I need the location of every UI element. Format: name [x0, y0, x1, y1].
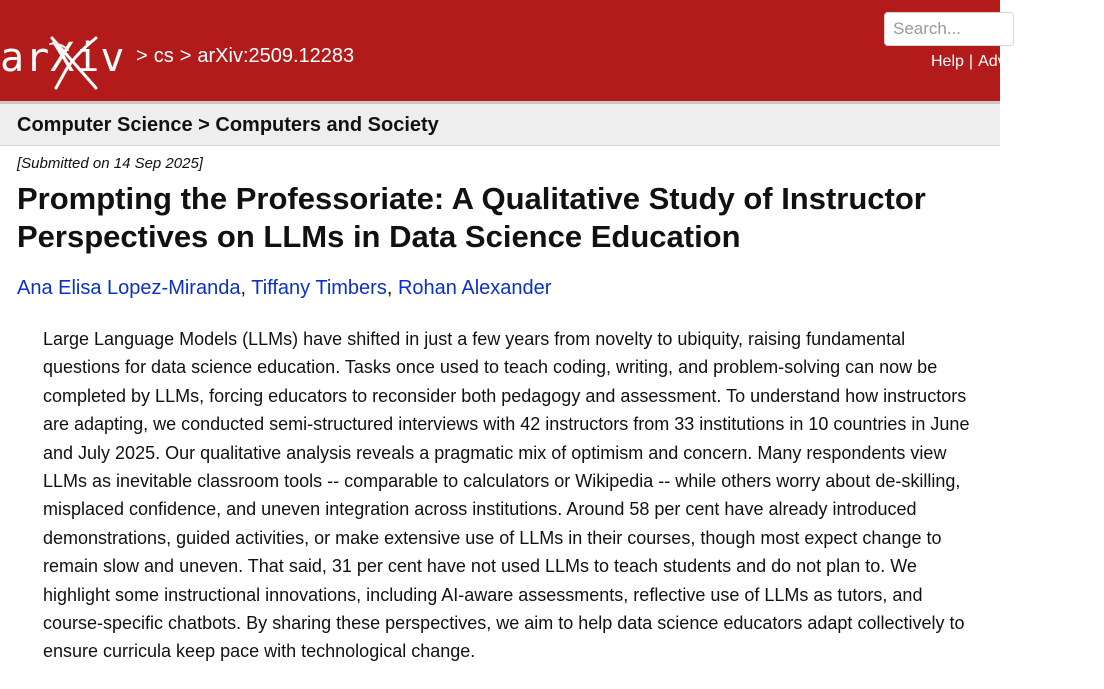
abstract: Large Language Models (LLMs) have shifted in just a few years from novelty to ubiquity, raising fundamental questions for data science education. Tasks once used to teach coding, writing, and problem-solving can now be completed by LLMs, forcing educators to reconsider both pedagogy and assessment. To understand how instructors are adapting, we conducted semi-structured interviews with 42 instructors from 33 institutions in 10 countries in June and July 2025. Our qualitative analysis reveals a pragmatic mix of optimism and concern. Many respondents view LLMs as inevitable classroom tools -- comparable to calculators or Wikipedia -- while others worry about de-skilling, misplaced confidence, and uneven integration across institutions. Around 58 per cent have already introduced demonstrations, guided activities, or make extensive use of LLMs in their courses, though most expect change to remain slow and uneven. That said, 31 per cent have not used LLMs to teach students and do not plan to. We highlight some instructional innovations, including AI-aware assessments, reflective use of LLMs as tutors, and course-specific chatbots. By sharing these perspectives, we aim to help data science educators adapt collectively to ensure curricula keep pace with technological change.	[43, 329, 970, 662]
category-breadcrumb: Computer Science > Computers and Society	[17, 114, 439, 136]
paper-title: Prompting the Professoriate: A Qualitative Study of Instructor Perspectives on LLMs in Data Science Education	[17, 181, 926, 254]
arxiv-logo[interactable]	[0, 26, 125, 82]
author-separator: ,	[240, 277, 247, 299]
author-link[interactable]: Rohan Alexander	[397, 277, 552, 299]
arxiv-logo-text: arXiv	[0, 35, 126, 81]
breadcrumb-separator: >	[136, 45, 148, 67]
help-links	[931, 52, 1104, 72]
breadcrumb	[130, 43, 354, 69]
arxiv-logo-x-mark	[46, 34, 102, 92]
category-bar	[0, 104, 1000, 146]
author-separator: ,	[386, 277, 393, 299]
search-input[interactable]	[884, 12, 1014, 46]
help-divider: |	[968, 53, 974, 70]
author-list	[17, 276, 551, 300]
advanced-search-link[interactable]: Advanced Search	[978, 53, 1104, 70]
breadcrumb-paper-id: arXiv:2509.12283	[197, 45, 355, 67]
author-link[interactable]: Ana Elisa Lopez-Miranda	[17, 277, 241, 299]
breadcrumb-separator: >	[179, 45, 192, 67]
help-link[interactable]: Help	[931, 53, 964, 70]
breadcrumb-cs-link[interactable]: cs	[153, 45, 174, 67]
author-link[interactable]: Tiffany Timbers	[251, 277, 387, 299]
site-header	[0, 0, 1104, 101]
submission-date: [Submitted on 14 Sep 2025]	[17, 155, 203, 172]
